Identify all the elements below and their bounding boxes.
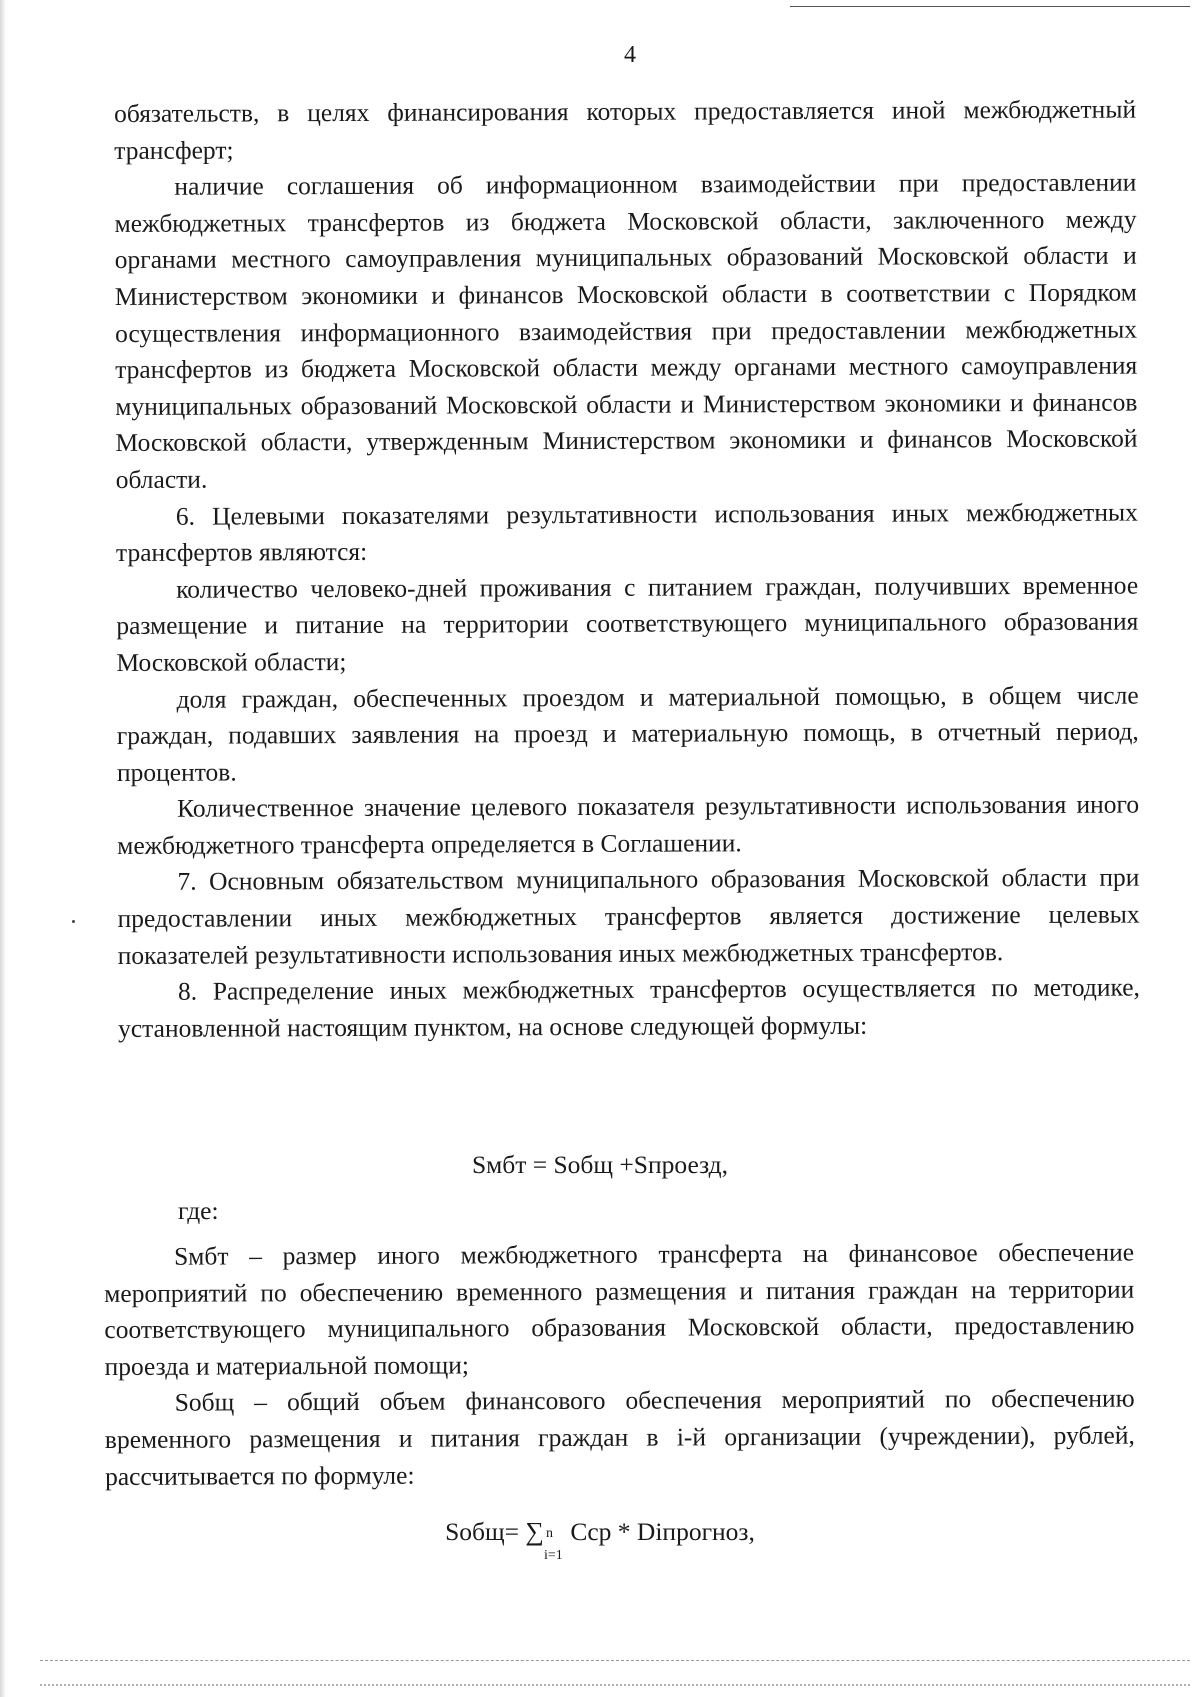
definition-sobshch: Sобщ – общий объем финансового обеспечения мероприятий по обеспечению временного размещения и питания граждан в i-й организации (учреждении), рублей, рассчитывается по формуле:	[104, 1383, 1135, 1491]
formula-sobshch	[0, 1517, 1200, 1563]
paragraph: доля граждан, обеспеченных проездом и материальной помощью, в общем числе граждан, подавших заявления на проезд и материальную помощь, в отчетный период, процентов.	[116, 680, 1139, 787]
where-label: где:	[178, 1196, 219, 1225]
formula-lhs: Sобщ=	[445, 1517, 520, 1546]
paragraph: 7. Основным обязательством муниципального образования Московской области при предоставлении иных межбюджетных трансфертов является достижение целевых показателей результативности использования иных межбюджетных трансфертов.	[117, 863, 1140, 970]
scan-speck	[72, 920, 75, 923]
definitions	[104, 1235, 1135, 1496]
sum-lower-limit: i=1	[543, 1548, 563, 1563]
paragraph: обязательств, в целях финансирования которых предоставляется иной межбюджетный трансферт;	[114, 94, 1137, 165]
formula-smbt: Sмбт = Sобщ +Sпроезд,	[471, 1150, 729, 1179]
paragraph: количество человеко-дней проживания с питанием граждан, получивших временное размещение и питание на территории соответствующего муниципального образования Московской области;	[116, 570, 1139, 677]
formula-rhs: Cср * Diпрогноз,	[570, 1517, 755, 1546]
sum-symbol: ∑	[525, 1517, 544, 1546]
sum-upper-limit: n	[545, 1526, 553, 1541]
scan-top-line	[790, 6, 1190, 7]
paragraph: 6. Целевыми показателями результативности использования иных межбюджетных трансфертов являются:	[115, 497, 1138, 568]
paragraph: 8. Распределение иных межбюджетных трансфертов осуществляется по методике, установленной настоящим пунктом, на основе следующей формулы:	[118, 972, 1140, 1043]
definition-smbt: Sмбт – размер иного межбюджетного трансферта на финансовое обеспечение мероприятий по обеспечению временного размещения и питания граждан на территории соответствующего муниципального образования Московской области, предоставлению проезда и материальной помощи;	[104, 1237, 1135, 1381]
body-text	[114, 92, 1140, 1048]
page-number: 4	[624, 42, 636, 68]
paragraph: наличие соглашения об информационном взаимодействии при предоставлении межбюджетных трансфертов из бюджета Московской области, заключенного между органами местного самоуправления муниципальных образований Московской области и Министерством экономики и финансов Московской области в соответствии с Порядком осуществления информационного взаимодействия при предоставлении межбюджетных трансфертов из бюджета Московской области между органами местного самоуправления муниципальных образований Московской области и Министерством экономики и финансов Московской области, утвержденным Министерством экономики и финансов Московской области.	[114, 167, 1138, 494]
scan-bottom-line	[40, 1660, 1190, 1661]
scan-bottom-dots	[40, 1684, 1190, 1686]
paragraph: Количественное значение целевого показателя результативности использования иного межбюджетного трансферта определяется в Соглашении.	[117, 789, 1140, 860]
scan-edge-shadow	[0, 0, 6, 1697]
